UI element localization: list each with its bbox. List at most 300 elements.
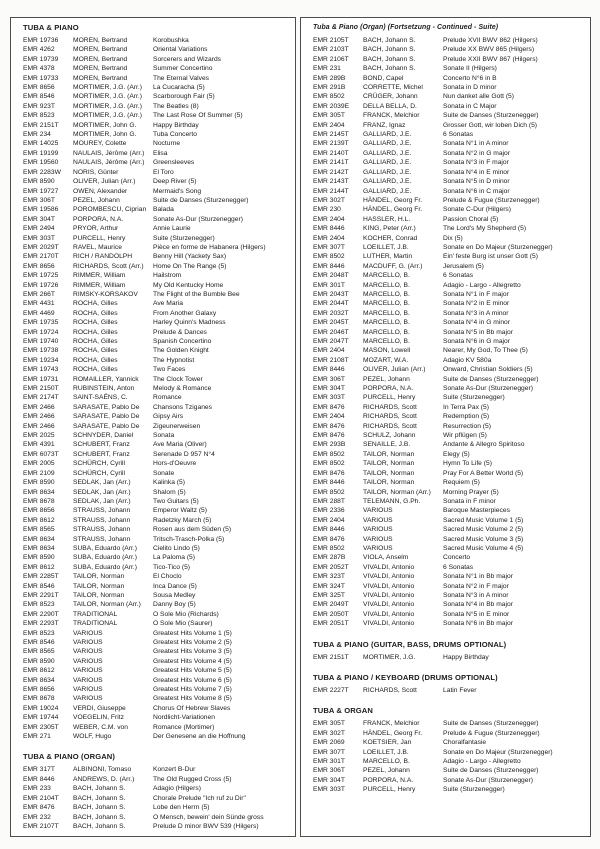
catalog-section xyxy=(313,673,580,695)
row-composer: PURCELL, Henry xyxy=(363,786,416,794)
row-code: EMR 19024 xyxy=(23,704,59,712)
row-code: EMR 302T xyxy=(313,196,345,204)
row-title: Andante & Allegro Spiritoso xyxy=(443,441,525,449)
row-title: Chorus Of Hebrew Slaves xyxy=(153,704,231,712)
row-composer: LOEILLET, J.B. xyxy=(363,243,409,251)
row-title: Redemption (5) xyxy=(443,413,490,421)
row-code: EMR 231 xyxy=(313,65,341,73)
catalog-row xyxy=(23,647,285,656)
row-code: EMR 2151T xyxy=(313,653,349,661)
row-code: EMR 2336 xyxy=(313,507,345,515)
row-composer: GALLIARD, J.E. xyxy=(363,149,412,157)
catalog-row xyxy=(313,158,580,167)
row-composer: ANDREWS, D. (Arr.) xyxy=(73,775,135,783)
row-title: Greatest Hits Volume 5 (5) xyxy=(153,667,232,675)
row-title: Greatest Hits Volume 4 (5) xyxy=(153,657,232,665)
row-composer: POROMBESCU, Ciprian xyxy=(73,206,147,214)
row-code: EMR 19727 xyxy=(23,187,59,195)
row-composer: PEZEL, Johann xyxy=(363,767,410,775)
catalog-section xyxy=(313,23,580,629)
catalog-row xyxy=(313,177,580,186)
catalog-row xyxy=(23,535,285,544)
catalog-row xyxy=(313,785,580,794)
row-code: EMR 2032T xyxy=(313,309,349,317)
row-title: Summer Concertino xyxy=(153,65,213,73)
row-code: EMR 2105T xyxy=(313,37,349,44)
catalog-row xyxy=(313,196,580,205)
catalog-row xyxy=(23,440,285,449)
row-code: EMR 317T xyxy=(23,766,55,774)
row-code: EMR 2048T xyxy=(313,272,349,280)
row-composer: VIVALDI, Antonio xyxy=(363,573,415,581)
row-title: Sorcerers and Wizards xyxy=(153,55,222,63)
catalog-row xyxy=(23,45,285,54)
row-title: Kalinka (5) xyxy=(153,479,185,487)
catalog-row xyxy=(313,757,580,766)
row-title: Sacred Music Volume 3 (5) xyxy=(443,535,524,543)
catalog-row xyxy=(313,92,580,101)
row-code: EMR 2151T xyxy=(23,121,59,129)
row-composer: TELEMANN, G.Ph. xyxy=(363,497,421,505)
row-composer: VARIOUS xyxy=(73,629,103,637)
row-code: EMR 325T xyxy=(313,591,345,599)
catalog-row xyxy=(23,610,285,619)
row-title: O Sole Mio (Richards) xyxy=(153,610,219,618)
catalog-row xyxy=(313,74,580,83)
row-title: Oriental Variations xyxy=(153,46,208,54)
catalog-row xyxy=(313,45,580,54)
catalog-row xyxy=(23,130,285,139)
row-code: EMR 2039E xyxy=(313,102,350,110)
catalog-row xyxy=(23,713,285,722)
row-title: Nordlicht-Variationen xyxy=(153,714,215,722)
catalog-row xyxy=(313,139,580,148)
row-title: Choralfantasie xyxy=(443,739,487,747)
catalog-row xyxy=(313,281,580,290)
catalog-row xyxy=(313,187,580,196)
row-code: EMR 923T xyxy=(23,102,55,110)
catalog-row xyxy=(313,205,580,214)
row-composer: VARIOUS xyxy=(363,535,393,543)
catalog-row xyxy=(23,422,285,431)
row-title: The Last Rose Of Summer (5) xyxy=(153,112,243,120)
row-code: EMR 8502 xyxy=(313,253,345,261)
catalog-row xyxy=(23,36,285,45)
row-code: EMR 2404 xyxy=(313,215,345,223)
row-title: Resurrection (5) xyxy=(443,422,491,430)
catalog-row xyxy=(313,365,580,374)
row-composer: SEDLAK, Jan (Arr.) xyxy=(73,488,131,496)
catalog-row xyxy=(23,243,285,252)
row-composer: SARASATE, Pablo De xyxy=(73,403,140,411)
row-title: Two Faces xyxy=(153,366,186,374)
row-title: Wir pflügen (5) xyxy=(443,432,487,440)
catalog-row xyxy=(313,403,580,412)
row-code: EMR 8523 xyxy=(23,629,55,637)
catalog-section xyxy=(313,706,580,794)
row-title: Sonata xyxy=(153,432,175,440)
catalog-row xyxy=(23,657,285,666)
row-title: Greatest Hits Volume 1 (5) xyxy=(153,629,232,637)
row-composer: ROCHA, Gilles xyxy=(73,347,118,355)
row-composer: MORTIMER, J.G. (Arr.) xyxy=(73,112,142,120)
catalog-row xyxy=(23,234,285,243)
row-composer: GALLIARD, J.E. xyxy=(363,131,412,139)
row-composer: NAULAIS, Jérôme (Arr.) xyxy=(73,149,145,157)
row-title: Tuba Concerto xyxy=(153,131,197,139)
row-title: Nocturne xyxy=(153,140,181,148)
row-code: EMR 288T xyxy=(313,497,345,505)
row-title: Nun danket alle Gott (5) xyxy=(443,93,514,101)
section-header: TUBA & PIANO / KEYBOARD (DRUMS OPTIONAL) xyxy=(313,673,498,682)
row-composer: CRÜGER, Johann xyxy=(363,93,418,101)
row-code: EMR 289B xyxy=(313,74,346,82)
row-composer: TRADITIONAL xyxy=(73,620,118,628)
row-code: EMR 8656 xyxy=(23,84,55,92)
row-code: EMR 8446 xyxy=(313,526,345,534)
catalog-row xyxy=(313,422,580,431)
catalog-row xyxy=(313,619,580,628)
row-composer: MORTIMER, J.G. xyxy=(363,653,416,661)
row-composer: VARIOUS xyxy=(363,516,393,524)
row-title: Prelude XXII BWV 867 (Hilgers) xyxy=(443,55,538,63)
catalog-row xyxy=(23,478,285,487)
row-code: EMR 2140T xyxy=(313,149,349,157)
catalog-row xyxy=(23,459,285,468)
catalog-row xyxy=(23,723,285,732)
row-title: Hymn To Life (5) xyxy=(443,460,492,468)
row-composer: MOREN, Bertrand xyxy=(73,65,128,73)
row-code: EMR 2466 xyxy=(23,413,55,421)
catalog-row xyxy=(23,431,285,440)
catalog-row xyxy=(313,121,580,130)
catalog-row xyxy=(313,729,580,738)
row-code: EMR 8565 xyxy=(23,526,55,534)
catalog-row xyxy=(23,384,285,393)
row-composer: GALLIARD, J.E. xyxy=(363,159,412,167)
row-code: EMR 2005 xyxy=(23,460,55,468)
row-code: EMR 4469 xyxy=(23,309,55,317)
catalog-row xyxy=(23,102,285,111)
row-code: EMR 293B xyxy=(313,441,346,449)
row-composer: VARIOUS xyxy=(73,686,103,694)
row-title: Adagio KV 580a xyxy=(443,356,492,364)
row-composer: SCHUBERT, Franz xyxy=(73,441,130,449)
row-title: Sonate en Do Majeur (Sturzenegger) xyxy=(443,748,553,756)
row-title: Danny Boy (5) xyxy=(153,601,196,609)
row-composer: MARCELLO, B. xyxy=(363,300,410,308)
row-title: Pièce en forme de Habanera (Hilgers) xyxy=(153,243,266,251)
row-composer: BACH, Johann S. xyxy=(363,65,416,73)
row-title: Cielito Lindo (5) xyxy=(153,544,200,552)
row-code: EMR 230 xyxy=(313,206,341,214)
row-composer: MARCELLO, B. xyxy=(363,281,410,289)
catalog-row xyxy=(23,666,285,675)
row-title: Sacred Music Volume 4 (5) xyxy=(443,544,524,552)
row-title: Benny Hill (Yackety Sax) xyxy=(153,253,227,261)
catalog-row xyxy=(313,224,580,233)
row-composer: VIVALDI, Antonio xyxy=(363,563,415,571)
row-title: La Paloma (5) xyxy=(153,554,196,562)
catalog-row xyxy=(313,450,580,459)
row-composer: VIOLA, Anselm xyxy=(363,554,409,562)
catalog-row xyxy=(313,653,580,662)
row-composer: TAILOR, Norman xyxy=(363,469,415,477)
row-title: Suite de Danses (Sturzenegger) xyxy=(153,196,249,204)
row-composer: VIVALDI, Antonio xyxy=(363,610,415,618)
catalog-row xyxy=(23,803,285,812)
row-composer: RICH / RANDOLPH xyxy=(73,253,133,261)
row-composer: TAILOR, Norman (Arr.) xyxy=(73,601,141,609)
catalog-row xyxy=(23,252,285,261)
catalog-row xyxy=(23,694,285,703)
catalog-row xyxy=(313,55,580,64)
row-composer: VERDI, Giuseppe xyxy=(73,704,126,712)
row-code: EMR 2106T xyxy=(313,55,349,63)
row-composer: VARIOUS xyxy=(73,676,103,684)
catalog-column-left xyxy=(10,17,296,837)
row-composer: MOREN, Bertrand xyxy=(73,37,128,44)
catalog-row xyxy=(23,55,285,64)
row-composer: MARCELLO, B. xyxy=(363,328,410,336)
catalog-row xyxy=(23,544,285,553)
row-composer: TAILOR, Norman (Arr.) xyxy=(363,488,431,496)
catalog-row xyxy=(313,309,580,318)
row-code: EMR 307T xyxy=(313,748,345,756)
catalog-row xyxy=(23,393,285,402)
row-title: Konzert B-Dur xyxy=(153,766,196,774)
row-code: EMR 8476 xyxy=(313,432,345,440)
row-code: EMR 6073T xyxy=(23,450,59,458)
row-title: Nearer, My God, To Thee (5) xyxy=(443,347,528,355)
row-title: 6 Sonatas xyxy=(443,563,474,571)
catalog-row xyxy=(313,553,580,562)
row-title: Suite de Danses (Sturzenegger) xyxy=(443,112,539,120)
catalog-row xyxy=(23,318,285,327)
row-composer: PEZEL, Johann xyxy=(363,375,410,383)
catalog-row xyxy=(313,384,580,393)
row-composer: KING, Peter (Arr.) xyxy=(363,225,416,233)
row-composer: WEBER, C.M. von xyxy=(73,723,128,731)
row-code: EMR 301T xyxy=(313,758,345,766)
row-title: Greensleeves xyxy=(153,159,195,167)
row-code: EMR 307T xyxy=(313,243,345,251)
row-title: Suite (Sturzenegger) xyxy=(153,234,215,242)
row-code: EMR 2404 xyxy=(313,234,345,242)
row-code: EMR 2043T xyxy=(313,290,349,298)
row-title: Romance xyxy=(153,394,182,402)
section-header: TUBA & PIANO (ORGAN) xyxy=(23,752,115,762)
row-title: Mermaid's Song xyxy=(153,187,202,195)
catalog-row xyxy=(313,111,580,120)
row-composer: LOEILLET, J.B. xyxy=(363,748,409,756)
catalog-row xyxy=(313,83,580,92)
row-title: My Old Kentucky Home xyxy=(153,281,224,289)
row-title: Sonate As-Dur (Sturzenegger) xyxy=(443,385,533,393)
catalog-row xyxy=(23,121,285,130)
row-title: Sonata N°1 in A minor xyxy=(443,140,509,148)
row-title: Sonata N°3 in A minor xyxy=(443,309,509,317)
row-title: Sonate C-Dur (Hilgers) xyxy=(443,206,512,214)
row-composer: CORRETTE, Michel xyxy=(363,84,423,92)
row-composer: SUBA, Eduardo (Arr.) xyxy=(73,554,137,562)
catalog-row xyxy=(313,535,580,544)
row-code: EMR 8590 xyxy=(23,178,55,186)
row-code: EMR 2025 xyxy=(23,432,55,440)
row-code: EMR 4378 xyxy=(23,65,55,73)
row-title: Latin Fever xyxy=(443,687,477,694)
catalog-row xyxy=(23,704,285,713)
row-code: EMR 19560 xyxy=(23,159,59,167)
catalog-row xyxy=(313,215,580,224)
row-title: Shalom (5) xyxy=(153,488,186,496)
row-code: EMR 2142T xyxy=(313,168,349,176)
catalog-row xyxy=(313,440,580,449)
catalog-row xyxy=(313,328,580,337)
catalog-row xyxy=(23,309,285,318)
catalog-row xyxy=(23,629,285,638)
row-code: EMR 2045T xyxy=(313,319,349,327)
row-code: EMR 2404 xyxy=(313,121,345,129)
row-title: Concerto N°6 in B xyxy=(443,74,497,82)
row-code: EMR 291B xyxy=(313,84,346,92)
row-title: El Choclo xyxy=(153,573,182,581)
row-code: EMR 8523 xyxy=(23,112,55,120)
row-code: EMR 301T xyxy=(313,281,345,289)
catalog-row xyxy=(23,403,285,412)
row-code: EMR 2144T xyxy=(313,187,349,195)
row-code: EMR 271 xyxy=(23,733,51,741)
row-title: Sonata N°3 in A minor xyxy=(443,591,509,599)
row-composer: MARCELLO, B. xyxy=(363,319,410,327)
row-composer: VIVALDI, Antonio xyxy=(363,582,415,590)
row-title: La Cucaracha (5) xyxy=(153,84,205,92)
row-title: Two Guitars (5) xyxy=(153,497,199,505)
catalog-row xyxy=(23,732,285,741)
row-composer: TAILOR, Norman xyxy=(363,450,415,458)
row-code: EMR 2143T xyxy=(313,178,349,186)
row-title: Happy Birthday xyxy=(443,653,489,661)
catalog-row xyxy=(313,375,580,384)
catalog-row xyxy=(313,149,580,158)
row-code: EMR 8523 xyxy=(23,601,55,609)
catalog-row xyxy=(23,784,285,793)
row-code: EMR 2150T xyxy=(23,385,59,393)
row-code: EMR 8678 xyxy=(23,695,55,703)
catalog-row xyxy=(313,488,580,497)
row-code: EMR 234 xyxy=(23,131,51,139)
row-title: El Toro xyxy=(153,168,174,176)
row-composer: TAILOR, Norman xyxy=(363,460,415,468)
catalog-row xyxy=(313,243,580,252)
row-code: EMR 19735 xyxy=(23,319,59,327)
row-title: Sonata N°4 in G minor xyxy=(443,319,510,327)
catalog-row xyxy=(313,318,580,327)
row-code: EMR 2139T xyxy=(313,140,349,148)
row-code: EMR 2049T xyxy=(313,601,349,609)
row-code: EMR 2104T xyxy=(23,794,59,802)
row-composer: PEZEL, Johann xyxy=(73,196,120,204)
row-code: EMR 8446 xyxy=(313,366,345,374)
row-title: Gipsy Airs xyxy=(153,413,184,421)
catalog-row xyxy=(313,544,580,553)
row-code: EMR 8476 xyxy=(23,804,55,812)
catalog-row xyxy=(313,271,580,280)
catalog-row xyxy=(23,224,285,233)
row-composer: ROCHA, Gilles xyxy=(73,300,118,308)
row-title: Hailstrom xyxy=(153,272,182,280)
row-title: Prelude XX BWV 865 (Hilgers) xyxy=(443,46,535,54)
row-composer: FRANZ, Ignaz xyxy=(363,121,406,129)
catalog-row xyxy=(23,553,285,562)
row-title: O Sole Mio (Saurer) xyxy=(153,620,213,628)
row-code: EMR 305T xyxy=(313,720,345,728)
row-title: Sacred Music Volume 2 (5) xyxy=(443,526,524,534)
row-code: EMR 304T xyxy=(313,385,345,393)
catalog-row xyxy=(23,600,285,609)
row-composer: GALLIARD, J.E. xyxy=(363,168,412,176)
row-code: EMR 2170T xyxy=(23,253,59,261)
row-composer: RIMMER, William xyxy=(73,281,126,289)
row-composer: PURCELL, Henry xyxy=(73,234,126,242)
row-composer: VARIOUS xyxy=(363,544,393,552)
row-code: EMR 8634 xyxy=(23,544,55,552)
catalog-row xyxy=(313,506,580,515)
row-composer: HÄNDEL, Georg Fr. xyxy=(363,196,423,204)
row-composer: BACH, Johann S. xyxy=(73,813,126,821)
row-code: EMR 2293T xyxy=(23,620,59,628)
row-composer: OWEN, Alexander xyxy=(73,187,128,195)
catalog-row xyxy=(23,822,285,831)
row-title: The Beatles (8) xyxy=(153,102,199,110)
row-code: EMR 19726 xyxy=(23,281,59,289)
row-title: The Lord's My Shepherd (5) xyxy=(443,225,527,233)
row-composer: VIVALDI, Antonio xyxy=(363,620,415,628)
row-composer: MACDUFF, G. (Arr.) xyxy=(363,262,423,270)
row-composer: KOCHER, Conrad xyxy=(363,234,418,242)
row-composer: VARIOUS xyxy=(363,507,393,515)
catalog-row xyxy=(23,765,285,774)
catalog-row xyxy=(313,686,580,695)
row-title: Tritsch-Trasch-Polka (5) xyxy=(153,535,225,543)
row-composer: OLIVER, Julian (Arr.) xyxy=(73,178,136,186)
row-composer: PORPORA, N.A. xyxy=(363,385,414,393)
row-title: Sousa Medley xyxy=(153,591,196,599)
row-code: EMR 8678 xyxy=(23,497,55,505)
row-title: Sonata N°1 in F major xyxy=(443,290,509,298)
row-composer: TAILOR, Norman xyxy=(73,591,125,599)
catalog-row xyxy=(313,516,580,525)
row-code: EMR 2290T xyxy=(23,610,59,618)
row-composer: ALBINONI, Tomaso xyxy=(73,766,132,774)
catalog-row xyxy=(23,375,285,384)
row-title: Elisa xyxy=(153,149,168,157)
row-composer: MOREN, Bertrand xyxy=(73,74,128,82)
catalog-row xyxy=(23,638,285,647)
row-composer: HÄNDEL, Georg Fr. xyxy=(363,206,423,214)
row-title: The Clock Tower xyxy=(153,375,203,383)
catalog-row xyxy=(313,36,580,45)
row-code: EMR 2051T xyxy=(313,620,349,628)
row-code: EMR 19739 xyxy=(23,55,59,63)
row-title: Passion Choral (5) xyxy=(443,215,499,223)
row-composer: NAULAIS, Jérôme (Arr.) xyxy=(73,159,145,167)
catalog-row xyxy=(313,582,580,591)
row-composer: PORPORA, N.A. xyxy=(363,776,414,784)
row-title: Sonata in F minor xyxy=(443,497,496,505)
row-title: Sonata N°4 in Bb major xyxy=(443,601,513,609)
catalog-row xyxy=(23,168,285,177)
